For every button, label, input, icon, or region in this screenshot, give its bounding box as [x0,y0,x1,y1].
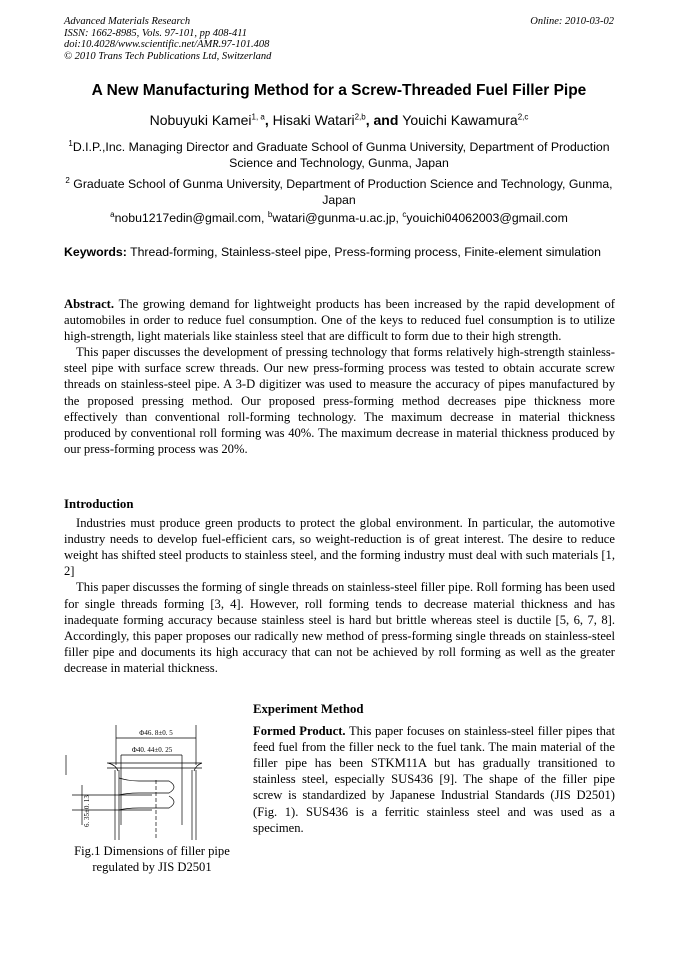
author: Nobuyuki Kamei [149,112,252,128]
keywords [64,245,601,259]
intro-para: This paper discusses the forming of single threads on stainless-steel filler pipe. Roll forming has been used for single threads forming [3, 4]. However, roll forming tends to decrease material thickness and has inadequate forming accuracy because stainless steel is hard but brittle whereas steel is ductile [5, 6, 7, 8]. Accordingly, this paper proposes our radically new method of press-forming single threads on stainless-steel filler pipe and documents its high accuracy that can not be achieved by roll forming as well as the greater decrease in material thickness. [64,580,615,675]
authors [0,112,678,128]
formed-text: This paper focuses on stainless-steel filler pipes that feed fuel from the filler neck to the fuel tank. The main material of the filler pipe has been STKM11A but has gradually transitioned to stainless steel, especially SUS436 [9]. The shape of the filler pipe screw is standardized by Japanese Industrial Standards (JIS D2501) (Fig. 1). SUS436 is a ferritic stainless steel and was used as a specimen. [253,724,615,835]
email-sup: a [110,209,115,219]
aff-text: D.I.P.,Inc. Managing Director and Graduate School of Gunma University, Department of Production Science and Technology, Gunma, Japan [72,140,610,170]
abstract-para: This paper discusses the development of pressing technology that forms relatively high-strength stainless-steel pipe with surface screw threads. Our new press-forming process was tested to obtain accurate screw threads on stainless-steel pipe. A 3-D digitizer was used to measure the accuracy of pipes manufactured by the proposed pressing method. Our proposed press-forming method decreases pipe thickness more effectively than conventional roll-forming technology. The maximum decrease in material thickness produced by conventional roll forming was 40%. The maximum decrease in material thickness produced by our press-forming process was 20%. [64,345,615,456]
author: Hisaki Watari [272,112,355,128]
experiment-method [253,701,615,836]
keywords-text: Thread-forming, Stainless-steel pipe, Press-forming process, Finite-element simulation [126,245,601,259]
issn: ISSN: 1662-8985, Vols. 97-101, pp 408-411 [64,27,247,39]
affiliation-1 [60,139,618,171]
email: youichi04062003@gmail.com [406,211,568,225]
intro-heading: Introduction [64,497,134,511]
email: watari@gunma-u.ac.jp, [272,211,403,225]
emails [60,210,618,226]
sep: , [264,112,273,128]
dim-outer-label: Φ46. 8±0. 5 [139,729,173,737]
email-sup: c [402,209,407,219]
filler-pipe-diagram [52,715,252,845]
author-sup: 2,b [354,112,366,122]
aff-sup: 2 [65,175,70,185]
journal-header [64,16,271,62]
email: nobu1217edin@gmail.com, [114,211,268,225]
online-date: Online: 2010-03-02 [530,16,614,27]
abstract-label: Abstract. [64,297,115,311]
abstract [64,296,615,457]
aff-text: Graduate School of Gunma University, Department of Production Science and Technology, Gunma, Japan [69,177,613,207]
aff-sup: 1 [68,138,73,148]
sep: , and [365,112,403,128]
dim-pitch-label: 6. 35±0. 13 [83,795,91,827]
dim-inner-label: Φ40. 44±0. 25 [131,746,173,754]
intro-para: Industries must produce green products to protect the global environment. In particular, the automotive industry needs to develop fuel-efficient cars, so weight-reduction is of great interest. The desire to reduce weight has shifted steel products to stainless steel, and the forming industry must deal with such materials [1, 2] [64,516,615,579]
email-sup: b [267,209,273,219]
author-sup: 2,c [517,112,529,122]
doi: doi:10.4028/www.scientific.net/AMR.97-101.408 [64,39,270,50]
paper-title: A New Manufacturing Method for a Screw-Threaded Fuel Filler Pipe [91,82,587,99]
author: Youichi Kawamura [402,112,518,128]
experiment-heading: Experiment Method [253,702,364,716]
figure-caption: Fig.1 Dimensions of filler pipe regulated by JIS D2501 [74,844,230,874]
journal-name: Advanced Materials Research [64,16,191,27]
abstract-para: The growing demand for lightweight products has been increased by the rapid development of automobiles in order to reduce fuel consumption. One of the keys to reduced fuel consumption is to utilize high-strength, light materials like stainless steel that are difficult to form due to their high strength. [64,297,615,344]
formed-label: Formed Product. [253,724,346,739]
introduction [64,496,615,676]
copyright: © 2010 Trans Tech Publications Ltd, Switzerland [64,50,272,62]
keywords-label: Keywords: [64,245,127,259]
author-sup: 1, a [251,112,265,122]
affiliation-2 [60,176,618,208]
